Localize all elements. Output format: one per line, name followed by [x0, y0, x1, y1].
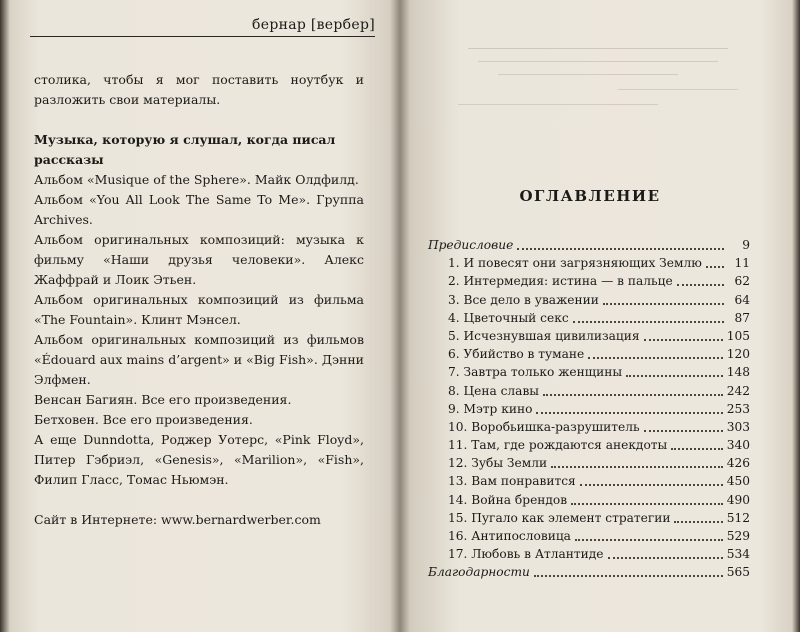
- toc-leader: [534, 561, 723, 577]
- music-item: Альбом оригинальных композиций из фильма «The Fountain». Клинт Мэнсел.: [34, 292, 364, 327]
- toc-label: 11. Там, где рождаются анекдоты: [448, 438, 668, 453]
- toc-label: 17. Любовь в Атлантиде: [448, 547, 604, 562]
- toc-label: 3. Все дело в уважении: [448, 292, 599, 307]
- toc-row: [428, 433, 750, 451]
- toc-row: [428, 488, 750, 506]
- toc-row: [428, 451, 750, 469]
- toc-leader: [644, 325, 723, 341]
- toc-title: ОГЛАВЛЕНИЕ: [519, 187, 661, 205]
- toc-label: Предисловие: [428, 238, 514, 252]
- toc-label: 13. Вам понравится: [448, 474, 576, 489]
- toc-label: 4. Цветочный секс: [448, 310, 569, 325]
- toc-row: [428, 342, 750, 360]
- toc-page: 105: [726, 328, 750, 343]
- intro-paragraph: столика, чтобы я мог поставить ноутбук и разложить свои материалы.: [34, 72, 364, 107]
- table-of-contents: [428, 233, 750, 579]
- toc-page: 512: [726, 510, 750, 525]
- toc-leader: [626, 361, 723, 377]
- toc-page: 242: [726, 383, 750, 398]
- music-item: А еще Dunndotta, Роджер Уотерс, «Pink Floyd», Питер Гэбриэл, «Genesis», «Marilion», «Fish», Филип Гласс, Томас Ньюмэн.: [34, 432, 364, 487]
- toc-leader: [603, 289, 724, 305]
- toc-row: [428, 397, 750, 415]
- toc-leader: [706, 252, 724, 268]
- toc-page: 565: [726, 565, 750, 580]
- music-item: Альбом «You All Look The Same To Me». Группа Archives.: [34, 192, 364, 227]
- toc-page: 450: [726, 474, 750, 489]
- toc-row: [428, 251, 750, 269]
- toc-label: 15. Пугало как элемент стратегии: [448, 510, 671, 525]
- toc-label: 14. Война брендов: [448, 492, 568, 507]
- toc-label: 7. Завтра только женщины: [448, 365, 623, 380]
- toc-page: 120: [726, 347, 750, 362]
- running-head-text: бернар [вербер]: [252, 17, 375, 33]
- toc-row: [428, 269, 750, 287]
- toc-page: 340: [726, 438, 750, 453]
- toc-page: 87: [734, 310, 750, 325]
- toc-row: [428, 542, 750, 560]
- toc-label: 5. Исчезнувшая цивилизация: [448, 328, 640, 343]
- toc-leader: [588, 343, 722, 359]
- toc-leader: [551, 452, 723, 468]
- toc-leader: [674, 507, 722, 523]
- toc-label: Благодарности: [428, 565, 530, 580]
- toc-leader: [580, 470, 723, 486]
- toc-row: [428, 306, 750, 324]
- toc-label: 8. Цена славы: [448, 383, 540, 398]
- toc-leader: [536, 398, 722, 414]
- toc-leader: [608, 543, 723, 559]
- music-item: Альбом «Musique of the Sphere». Майк Олдфилд.: [34, 172, 359, 187]
- toc-label: 9. Мэтр кино: [448, 401, 533, 416]
- toc-page: 11: [734, 256, 750, 271]
- music-item: Альбом оригинальных композиций: музыка к фильму «Наши друзья человеки». Алекс Жаффрай и Лоик Этьен.: [34, 232, 364, 287]
- toc-page: 64: [734, 292, 750, 307]
- toc-row: [428, 379, 750, 397]
- toc-leader: [677, 270, 724, 286]
- toc-leader: [543, 380, 723, 396]
- music-item: Альбом оригинальных композиций из фильмов «Édouard aux mains d’argent» и «Big Fish». Дэнни Элфмен.: [34, 332, 364, 387]
- toc-row: [428, 524, 750, 542]
- toc-row: [428, 506, 750, 524]
- right-page: [400, 0, 800, 632]
- running-head: [30, 17, 375, 37]
- toc-page: 490: [726, 492, 750, 507]
- toc-page: 534: [726, 547, 750, 562]
- toc-page: 148: [726, 365, 750, 380]
- music-item: Венсан Багиян. Все его произведения.: [34, 392, 292, 407]
- music-item: Бетховен. Все его произведения.: [34, 412, 253, 427]
- toc-label: 1. И повесят они загрязняющих Землю: [448, 256, 702, 271]
- toc-page: 253: [726, 401, 750, 416]
- toc-leader: [571, 489, 723, 505]
- toc-page: 62: [734, 274, 750, 289]
- toc-row: [428, 469, 750, 487]
- toc-leader: [573, 307, 724, 323]
- toc-page: 303: [726, 419, 750, 434]
- music-heading: Музыка, которую я слушал, когда писал рассказы: [34, 132, 336, 167]
- toc-leader: [575, 525, 723, 541]
- toc-row: [428, 360, 750, 378]
- left-page-text: [34, 70, 364, 530]
- toc-page: 426: [726, 456, 750, 471]
- toc-row: [428, 233, 750, 251]
- toc-label: 2. Интермедия: истина — в пальце: [448, 274, 673, 289]
- toc-label: 10. Воробьишка-разрушитель: [448, 419, 640, 434]
- toc-page: 9: [742, 238, 750, 252]
- toc-leader: [671, 434, 723, 450]
- toc-leader: [644, 416, 723, 432]
- toc-label: 12. Зубы Земли: [448, 456, 548, 471]
- toc-row: [428, 324, 750, 342]
- bleed-through-text: [448, 36, 748, 126]
- toc-row: [428, 415, 750, 433]
- toc-label: 6. Убийство в тумане: [448, 347, 585, 362]
- toc-page: 529: [726, 529, 750, 543]
- toc-label: 16. Антипословица: [448, 529, 571, 543]
- website-line: Сайт в Интернете: www.bernardwerber.com: [34, 512, 321, 527]
- toc-leader: [517, 234, 724, 250]
- toc-row: [428, 288, 750, 306]
- toc-row: [428, 560, 750, 578]
